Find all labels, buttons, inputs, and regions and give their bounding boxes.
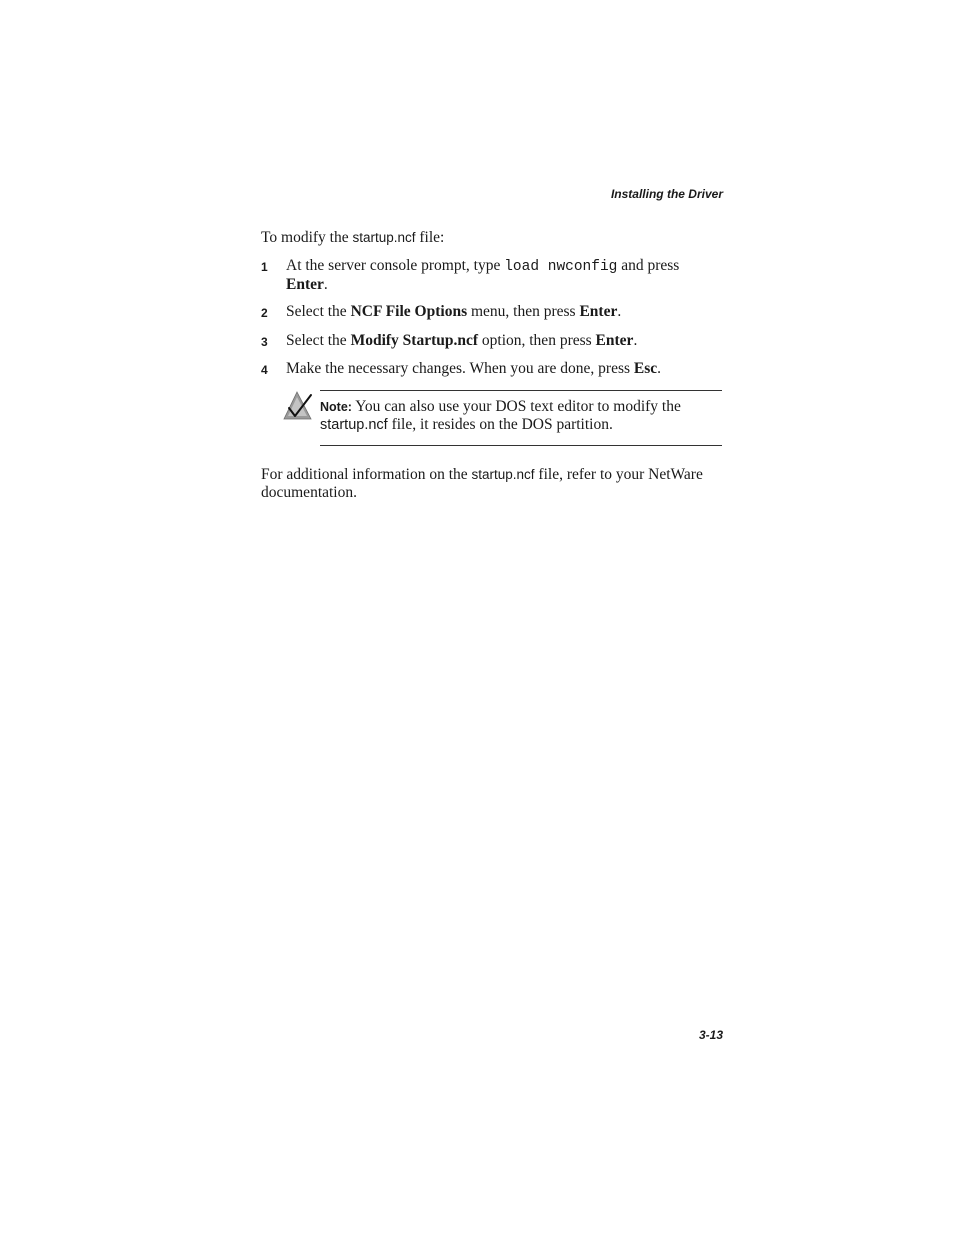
step-number: 1 bbox=[261, 260, 268, 274]
step-number: 4 bbox=[261, 363, 268, 377]
step-text-part: Make the necessary changes. When you are done, press bbox=[286, 360, 634, 377]
key-name: Enter bbox=[595, 332, 634, 349]
menu-name: NCF File Options bbox=[350, 303, 468, 320]
step-text-part: . bbox=[617, 303, 622, 320]
intro-filename: startup.ncf bbox=[352, 230, 416, 245]
note-label: Note: bbox=[320, 400, 352, 414]
closing-text: For additional information on the bbox=[261, 466, 472, 483]
step-text-part: . bbox=[323, 276, 328, 293]
step-2 bbox=[261, 303, 723, 321]
step-3 bbox=[261, 332, 723, 350]
key-name: Enter bbox=[286, 276, 324, 293]
step-text-part: menu, then press bbox=[467, 303, 580, 320]
closing-paragraph bbox=[261, 466, 723, 502]
step-number: 3 bbox=[261, 335, 268, 349]
step-text-part: . bbox=[633, 332, 638, 349]
intro-text-end: file: bbox=[415, 229, 445, 246]
intro-paragraph bbox=[261, 229, 723, 247]
note-filename: startup.ncf bbox=[320, 417, 388, 433]
running-header: Installing the Driver bbox=[610, 187, 723, 201]
step-text bbox=[286, 360, 723, 378]
step-4 bbox=[261, 360, 723, 378]
note-bottom-rule bbox=[320, 445, 722, 446]
note-text-part: You can also use your DOS text editor to modify the bbox=[351, 398, 681, 415]
step-text-part: Select the bbox=[286, 332, 351, 349]
step-text-part: Select the bbox=[286, 303, 351, 320]
note-top-rule bbox=[320, 390, 722, 391]
step-text bbox=[286, 257, 723, 294]
note-text bbox=[320, 398, 722, 434]
command-code: load nwconfig bbox=[504, 259, 618, 275]
intro-text: To modify the bbox=[261, 229, 353, 246]
step-1 bbox=[261, 257, 723, 294]
step-number: 2 bbox=[261, 306, 268, 320]
closing-filename: startup.ncf bbox=[471, 467, 535, 482]
closing-text-end: file, refer to your NetWare documentation. bbox=[261, 466, 703, 501]
note-checkmark-icon bbox=[283, 391, 313, 421]
note-text-part: file, it resides on the DOS partition. bbox=[387, 416, 613, 433]
step-text-part: option, then press bbox=[478, 332, 596, 349]
step-text-part: . bbox=[657, 360, 662, 377]
step-text bbox=[286, 303, 723, 321]
key-name: Esc bbox=[633, 360, 658, 377]
step-text-part: At the server console prompt, type bbox=[286, 257, 505, 274]
key-name: Enter bbox=[579, 303, 618, 320]
step-text-part: and press bbox=[617, 257, 680, 274]
step-text bbox=[286, 332, 723, 350]
option-name: Modify Startup.ncf bbox=[350, 332, 479, 349]
page-number: 3-13 bbox=[698, 1028, 723, 1042]
